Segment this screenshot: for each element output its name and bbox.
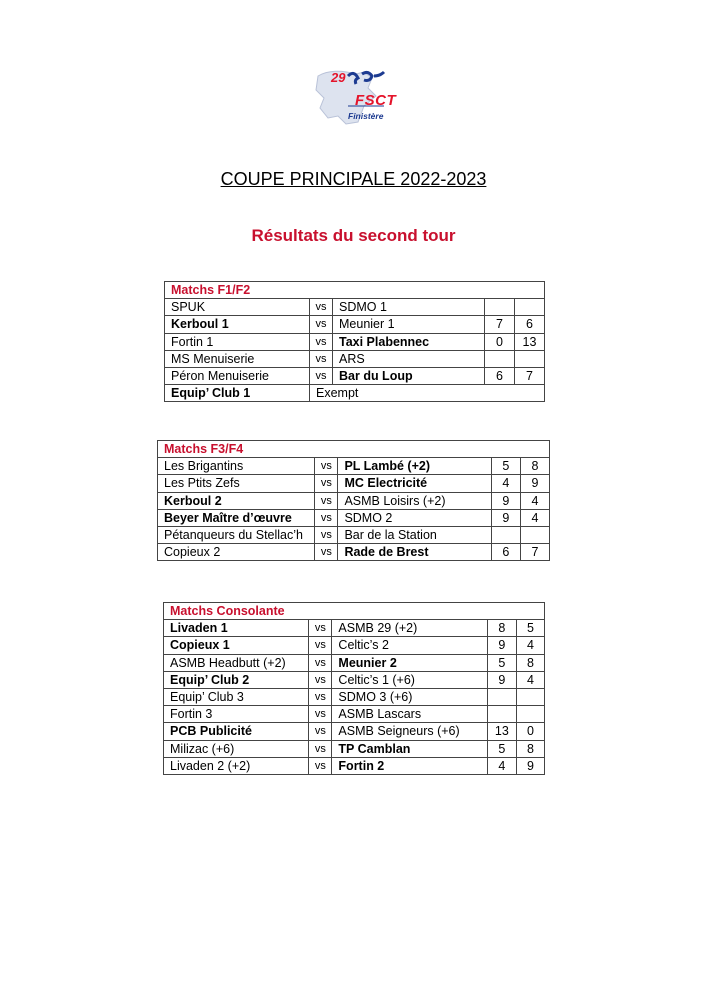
away-team: ASMB 29 (+2) xyxy=(332,620,487,637)
away-team: SDMO 2 xyxy=(338,509,491,526)
home-score xyxy=(487,706,516,723)
home-team: Livaden 2 (+2) xyxy=(164,757,309,774)
vs-label: vs xyxy=(310,333,333,350)
away-score: 9 xyxy=(520,475,549,492)
vs-label: vs xyxy=(309,654,332,671)
table-header-row xyxy=(164,603,545,620)
match-row xyxy=(158,509,550,526)
home-team: Les Brigantins xyxy=(158,458,315,475)
match-row xyxy=(165,367,545,384)
home-score: 0 xyxy=(485,333,515,350)
results-table-consolante xyxy=(163,602,545,775)
home-score: 6 xyxy=(485,367,515,384)
results-table-f3-f4 xyxy=(157,440,550,561)
home-team: Kerboul 2 xyxy=(158,492,315,509)
logo-region: Finistère xyxy=(348,111,384,121)
home-score: 5 xyxy=(487,740,516,757)
exempt-team: Equip’ Club 1 xyxy=(165,385,310,402)
away-score: 8 xyxy=(516,740,544,757)
home-score: 8 xyxy=(487,620,516,637)
home-team: Les Ptits Zefs xyxy=(158,475,315,492)
away-team: MC Electricité xyxy=(338,475,491,492)
vs-label: vs xyxy=(309,688,332,705)
away-score: 8 xyxy=(516,654,544,671)
table-header-row xyxy=(158,441,550,458)
home-team: Kerboul 1 xyxy=(165,316,310,333)
home-score: 5 xyxy=(491,458,520,475)
home-team: Copieux 1 xyxy=(164,637,309,654)
home-score xyxy=(487,688,516,705)
away-score: 8 xyxy=(520,458,549,475)
page-title: COUPE PRINCIPALE 2022-2023 xyxy=(220,169,487,189)
home-score: 9 xyxy=(491,509,520,526)
away-score xyxy=(515,299,545,316)
vs-label: vs xyxy=(309,757,332,774)
away-score: 9 xyxy=(516,757,544,774)
home-score: 6 xyxy=(491,544,520,561)
vs-label: vs xyxy=(309,671,332,688)
home-team: Pétanqueurs du Stellac’h xyxy=(158,526,315,543)
home-score: 9 xyxy=(491,492,520,509)
table-header: Matchs F3/F4 xyxy=(158,441,550,458)
home-team: PCB Publicité xyxy=(164,723,309,740)
home-score: 9 xyxy=(487,671,516,688)
home-team: ASMB Headbutt (+2) xyxy=(164,654,309,671)
home-team: Livaden 1 xyxy=(164,620,309,637)
match-row xyxy=(158,458,550,475)
away-team: Celtic’s 1 (+6) xyxy=(332,671,487,688)
match-row xyxy=(165,350,545,367)
home-team: MS Menuiserie xyxy=(165,350,310,367)
match-row xyxy=(165,316,545,333)
logo-number: 29 xyxy=(331,70,346,85)
away-score xyxy=(516,706,544,723)
home-score: 5 xyxy=(487,654,516,671)
home-team: Péron Menuiserie xyxy=(165,367,310,384)
home-score xyxy=(491,526,520,543)
home-team: Equip’ Club 2 xyxy=(164,671,309,688)
away-team: Taxi Plabennec xyxy=(333,333,485,350)
match-row xyxy=(164,637,545,654)
match-row xyxy=(164,654,545,671)
away-score xyxy=(520,526,549,543)
page-subtitle: Résultats du second tour xyxy=(251,226,456,245)
away-score: 4 xyxy=(516,671,544,688)
vs-label: vs xyxy=(310,316,333,333)
home-team: SPUK xyxy=(165,299,310,316)
away-team: Rade de Brest xyxy=(338,544,491,561)
away-score: 4 xyxy=(520,492,549,509)
away-score: 7 xyxy=(520,544,549,561)
vs-label: vs xyxy=(309,706,332,723)
home-team: Beyer Maître d’œuvre xyxy=(158,509,315,526)
home-team: Equip’ Club 3 xyxy=(164,688,309,705)
away-score: 13 xyxy=(515,333,545,350)
match-row xyxy=(164,620,545,637)
home-team: Fortin 3 xyxy=(164,706,309,723)
match-row xyxy=(164,671,545,688)
home-score: 9 xyxy=(487,637,516,654)
match-row xyxy=(165,299,545,316)
match-row xyxy=(164,740,545,757)
away-score: 0 xyxy=(516,723,544,740)
match-row xyxy=(158,475,550,492)
exempt-label: Exempt xyxy=(310,385,545,402)
home-score: 4 xyxy=(487,757,516,774)
home-team: Copieux 2 xyxy=(158,544,315,561)
away-team: ASMB Seigneurs (+6) xyxy=(332,723,487,740)
away-team: Fortin 2 xyxy=(332,757,487,774)
exempt-row xyxy=(165,385,545,402)
home-score xyxy=(485,350,515,367)
away-score xyxy=(515,350,545,367)
vs-label: vs xyxy=(309,620,332,637)
vs-label: vs xyxy=(315,475,338,492)
away-team: Bar du Loup xyxy=(333,367,485,384)
home-team: Milizac (+6) xyxy=(164,740,309,757)
away-score: 5 xyxy=(516,620,544,637)
home-score: 4 xyxy=(491,475,520,492)
away-score: 6 xyxy=(515,316,545,333)
vs-label: vs xyxy=(310,350,333,367)
match-row xyxy=(164,723,545,740)
away-team: ASMB Lascars xyxy=(332,706,487,723)
match-row xyxy=(164,757,545,774)
away-team: Meunier 1 xyxy=(333,316,485,333)
match-row xyxy=(158,526,550,543)
away-team: SDMO 3 (+6) xyxy=(332,688,487,705)
vs-label: vs xyxy=(310,299,333,316)
vs-label: vs xyxy=(315,544,338,561)
away-team: Celtic’s 2 xyxy=(332,637,487,654)
away-team: PL Lambé (+2) xyxy=(338,458,491,475)
match-row xyxy=(165,333,545,350)
home-score: 7 xyxy=(485,316,515,333)
home-score xyxy=(485,299,515,316)
vs-label: vs xyxy=(315,526,338,543)
vs-label: vs xyxy=(309,723,332,740)
table-header: Matchs F1/F2 xyxy=(165,282,545,299)
match-row xyxy=(164,688,545,705)
home-team: Fortin 1 xyxy=(165,333,310,350)
vs-label: vs xyxy=(309,637,332,654)
vs-label: vs xyxy=(315,509,338,526)
match-row xyxy=(158,492,550,509)
logo-acronym: FSCT xyxy=(355,92,397,109)
vs-label: vs xyxy=(310,367,333,384)
vs-label: vs xyxy=(315,458,338,475)
away-team: Bar de la Station xyxy=(338,526,491,543)
table-header: Matchs Consolante xyxy=(164,603,545,620)
match-row xyxy=(164,706,545,723)
vs-label: vs xyxy=(309,740,332,757)
away-team: ASMB Loisirs (+2) xyxy=(338,492,491,509)
home-score: 13 xyxy=(487,723,516,740)
away-team: TP Camblan xyxy=(332,740,487,757)
away-team: ARS xyxy=(333,350,485,367)
away-score: 4 xyxy=(516,637,544,654)
away-score: 7 xyxy=(515,367,545,384)
match-row xyxy=(158,544,550,561)
away-team: SDMO 1 xyxy=(333,299,485,316)
vs-label: vs xyxy=(315,492,338,509)
away-score: 4 xyxy=(520,509,549,526)
away-team: Meunier 2 xyxy=(332,654,487,671)
away-score xyxy=(516,688,544,705)
results-table-f1-f2 xyxy=(164,281,545,402)
table-header-row xyxy=(165,282,545,299)
